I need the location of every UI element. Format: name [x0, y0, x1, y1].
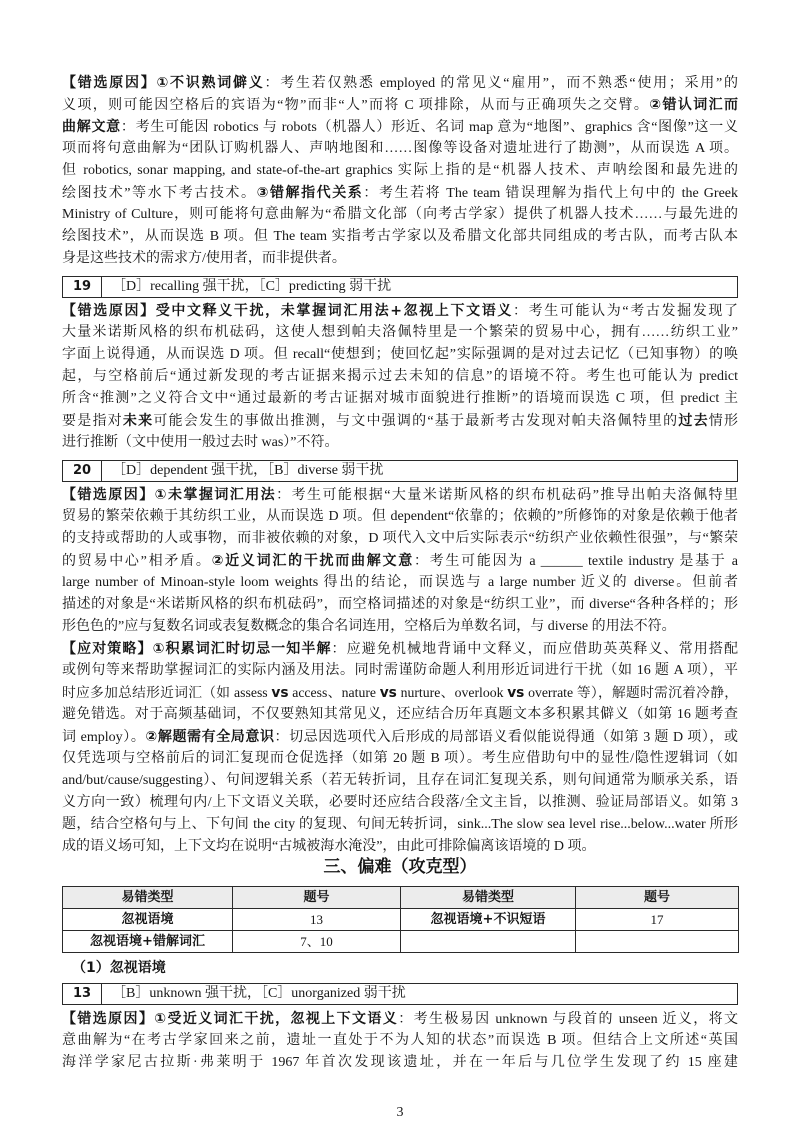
text-line [62, 432, 738, 454]
text: 义项，则可能因空格后的宾语为“物”而非“人”而将 C 项排除，从而与正确项失之交臂。 [62, 98, 650, 113]
section-heading: 三、偏难（攻克型） [323, 857, 477, 877]
text-line [62, 484, 738, 506]
text: 意曲解为“在考古学家回来之前，遗址一直处于不为人知的状态”而误选 B 项。但结合上文所述“英国 [62, 1033, 738, 1048]
text: 绘图技术”，从而误选 B 项。但 The team 实指考古学家以及希腊文化部共同组成的考古队，而考古队本 [62, 229, 738, 244]
text: 描述的对象是“米诺斯风格的织布机砝码”，而空格词描述的对象是“纺织工业”，而 diverse“各种各样的；形 [62, 597, 738, 612]
text-line [62, 138, 738, 160]
text-line [62, 770, 738, 792]
text-line [62, 322, 738, 344]
text-line [62, 572, 738, 594]
text-line [62, 94, 738, 116]
text-line [62, 528, 738, 550]
text: 时应多加总结形近词汇（如 assess [62, 685, 272, 700]
text-line [62, 814, 738, 836]
text: ：应避免机械地背诵中文释义，而应借助英英释义、常用搭配 [331, 642, 738, 657]
bold-text: 【错选原因】①未掌握词汇用法 [62, 487, 277, 503]
text: 的支持或帮助的人或事物，而非被依赖的对象，D 项代入文中后实际表示“纺织产业依赖性很强”，与“繁荣 [62, 531, 738, 546]
bold-text: vs [271, 685, 289, 701]
table-cell-question-number: 13 [233, 909, 401, 931]
table-row [63, 931, 739, 953]
text: 但 robotics, sonar mapping, and state-of-the-art graphics 实际上指的是“机器人技术、声呐绘图和最先进的 [62, 163, 738, 178]
table-row [63, 909, 739, 931]
table-header-row [63, 887, 739, 909]
text: 形色色的”应与复数名词或表复数概念的集合名词连用，空格后为单数名词，与 diverse 的用法不符。 [62, 619, 676, 634]
paragraph-error-reason-q20 [62, 484, 738, 638]
table-header-question-number: 题号 [576, 887, 739, 909]
paragraph-error-reason-q13 [62, 1008, 738, 1074]
bold-text: ②解题需有全局意识 [145, 729, 275, 745]
error-type-table [62, 886, 739, 953]
text-line [62, 116, 738, 138]
text-line [62, 1008, 738, 1030]
bold-text: 【错选原因】①受近义词汇干扰，忽视上下文语义 [62, 1011, 399, 1027]
subsection-heading: （1）忽视语境 [72, 960, 166, 976]
text: 字面上说得通，从而误选 D 项。但 recall“使想到；使回忆起”实际强调的是对过去记忆（已知事物）的唤 [62, 347, 738, 362]
text: ：考生若将 The team 错误理解为指代上句中的 the Greek [363, 186, 738, 201]
table-header-question-number: 题号 [233, 887, 401, 909]
text-line [62, 300, 738, 322]
text-line [62, 248, 738, 270]
text: 或例句等来帮助掌握词汇的实际内涵及用法。同时需谨防命题人利用形近词进行干扰（如 16 题 A 项），平 [62, 663, 738, 678]
table-cell-error-type: 忽视语境+不识短语 [401, 909, 576, 931]
text: 身是这些技术的需求方/使用者，而非提供者。 [62, 251, 346, 266]
bold-text: 【错选原因】①不识熟词僻义 [62, 75, 265, 91]
text: ：考生可能因为 a ______ textile industry 是基于 a [413, 554, 738, 569]
text-line [62, 506, 738, 528]
text: 仅凭选项与空格前后的词汇复现而仓促选择（如第 20 题 B 项）。考生应借助句中的显性/隐性逻辑词（如 [62, 751, 738, 766]
paragraph-coping-strategy [62, 638, 738, 858]
page-number: 3 [396, 1105, 404, 1120]
text-line [62, 616, 738, 638]
distractor-options: ［D］dependent 强干扰，［B］diverse 弱干扰 [112, 463, 384, 478]
text-line [62, 550, 738, 572]
text: 项而将句意曲解为“团队订购机器人、声呐地图和……图像等设备对遗址进行了勘测”，从而误选 A 项。 [62, 141, 738, 156]
bold-text: 【错选原因】受中文释义干扰，未掌握词汇用法+忽视上下文语义 [62, 303, 513, 319]
distractor-options: ［B］unknown 强干扰，［C］unorganized 弱干扰 [112, 986, 406, 1001]
bold-text: vs [507, 685, 525, 701]
table-header-error-type: 易错类型 [63, 887, 233, 909]
text: 情形 [708, 414, 738, 429]
bold-text: 【应对策略】①积累词汇时切忌一知半解 [62, 641, 332, 657]
table-cell-empty [576, 931, 739, 953]
bold-text: ②近义词汇的干扰而曲解文意 [211, 553, 414, 569]
text-line [62, 204, 738, 226]
text: nurture、overlook [396, 685, 508, 700]
table-header-error-type: 易错类型 [401, 887, 576, 909]
text-line [62, 388, 738, 410]
text: ：考生可能因 robotics 与 robots（机器人）形近、名词 map 意为“地图”、graphics 含“图像”这一义 [120, 120, 738, 135]
text: 要是指对 [62, 414, 123, 429]
bold-text: 过去 [678, 413, 709, 429]
text: and/but/cause/suggesting）、句间逻辑关系（若无转折词，且存在词汇复现关系，则句间通常为顺承关系，语 [62, 773, 738, 788]
bold-text: ③错解指代关系 [256, 185, 364, 201]
text-line [62, 792, 738, 814]
text: 进行推断（文中使用一般过去时 was）”不符。 [62, 435, 339, 450]
text: 词 employ）。 [62, 730, 146, 745]
bold-text: 曲解文意 [62, 119, 121, 135]
text-line [62, 1052, 738, 1074]
text: 的贸易中心”相矛盾。 [62, 554, 212, 569]
table-cell-error-type: 忽视语境+错解词汇 [63, 931, 233, 953]
text-line [62, 660, 738, 682]
text: 义方向一致）梳理句内/上下文语义关联，必要时还应结合段落/全文主旨，以推测、验证局部语义。如第 3 [62, 795, 738, 810]
text: overrate 等），解题时需沉着冷静， [524, 685, 738, 700]
text: 成的语义场可知，上下文均在说明“古城被海水淹没”，由此可排除偏离该语境的 D 项。 [62, 839, 596, 854]
text: 可能会发生的事做出推测，与文中强调的“基于最新考古发现对帕夫洛佩特里的 [153, 414, 679, 429]
text-line [62, 836, 738, 858]
text-line [62, 1030, 738, 1052]
text-line [62, 682, 738, 704]
text-line [62, 594, 738, 616]
text: large number of Minoan-style loom weights 得出的结论，而误选与 a large number 近义的 diverse。但前者 [62, 575, 738, 590]
text: access、nature [288, 685, 380, 700]
text-line [62, 366, 738, 388]
text: ：切忌因选项代入后形成的局部语义看似能说得通（如第 3 题 D 项），或 [274, 730, 738, 745]
text-line [62, 704, 738, 726]
text-line [62, 638, 738, 660]
paragraph-error-reason-previous [62, 72, 738, 270]
text: 起，与空格前后“通过新发现的考古证据来揭示过去未知的信息”的语境不符。考生也可能认为 predict [62, 369, 738, 384]
text-line [62, 410, 738, 432]
bold-text: ②错认词汇而 [649, 97, 738, 113]
question-number: 20 [63, 461, 102, 481]
text: 题，结合空格句与上、下句间 the city 的复现、句间无转折词，sink...The slow sea level rise...below...water 所形 [62, 817, 738, 832]
text-line [62, 726, 738, 748]
text: 贸易的繁荣依赖于其纺织工业，从而误选 D 项。但 dependent“依靠的；依赖的”所修饰的对象是依赖于他者 [62, 509, 738, 524]
distractor-options: ［D］recalling 强干扰，［C］predicting 弱干扰 [112, 279, 392, 294]
table-cell-error-type: 忽视语境 [63, 909, 233, 931]
text: 海洋学家尼古拉斯·弗莱明于 1967 年首次发现该遗址，并在一年后与几位学生发现了约 15 座建 [62, 1055, 738, 1070]
text-line [62, 72, 738, 94]
text: 避免错选。对于高频基础词，不仅要熟知其常见义，还应结合历年真题文本多积累其僻义（如第 16 题考查 [62, 707, 738, 722]
table-cell-question-number: 7、10 [233, 931, 401, 953]
text: ：考生若仅熟悉 employed 的常见义“雇用”，而不熟悉“使用；采用”的 [264, 76, 738, 91]
text: 大量米诺斯风格的织布机砝码，这使人想到帕夫洛佩特里是一个繁荣的贸易中心，拥有……纺织工业” [62, 325, 738, 340]
text-line [62, 160, 738, 182]
answer-box-q20 [62, 460, 738, 482]
text: ：考生可能根据“大量米诺斯风格的织布机砝码”推导出帕夫洛佩特里 [276, 488, 738, 503]
text-line [62, 748, 738, 770]
text: ：考生极易因 unknown 与段首的 unseen 近义，将文 [398, 1012, 738, 1027]
text: Ministry of Culture，则可能将句意曲解为“希腊文化部（向考古学家）提供了机器人技术……与最先进的 [62, 207, 738, 222]
table-cell-empty [401, 931, 576, 953]
answer-box-q19 [62, 276, 738, 298]
text-line [62, 226, 738, 248]
paragraph-error-reason-q19 [62, 300, 738, 454]
text-line [62, 182, 738, 204]
bold-text: vs [379, 685, 397, 701]
question-number: 13 [63, 984, 102, 1004]
text-line [62, 344, 738, 366]
question-number: 19 [63, 277, 102, 297]
text: 所含“推测”之义符合文中“通过最新的考古证据对城市面貌进行推断”的语境而误选 C 项，但 predict 主 [62, 391, 738, 406]
answer-box-q13 [62, 983, 738, 1005]
text: ：考生可能认为“考古发掘发现了 [512, 304, 738, 319]
bold-text: 未来 [122, 413, 154, 429]
table-cell-question-number: 17 [576, 909, 739, 931]
text: 绘图技术”等水下考古技术。 [62, 186, 257, 201]
